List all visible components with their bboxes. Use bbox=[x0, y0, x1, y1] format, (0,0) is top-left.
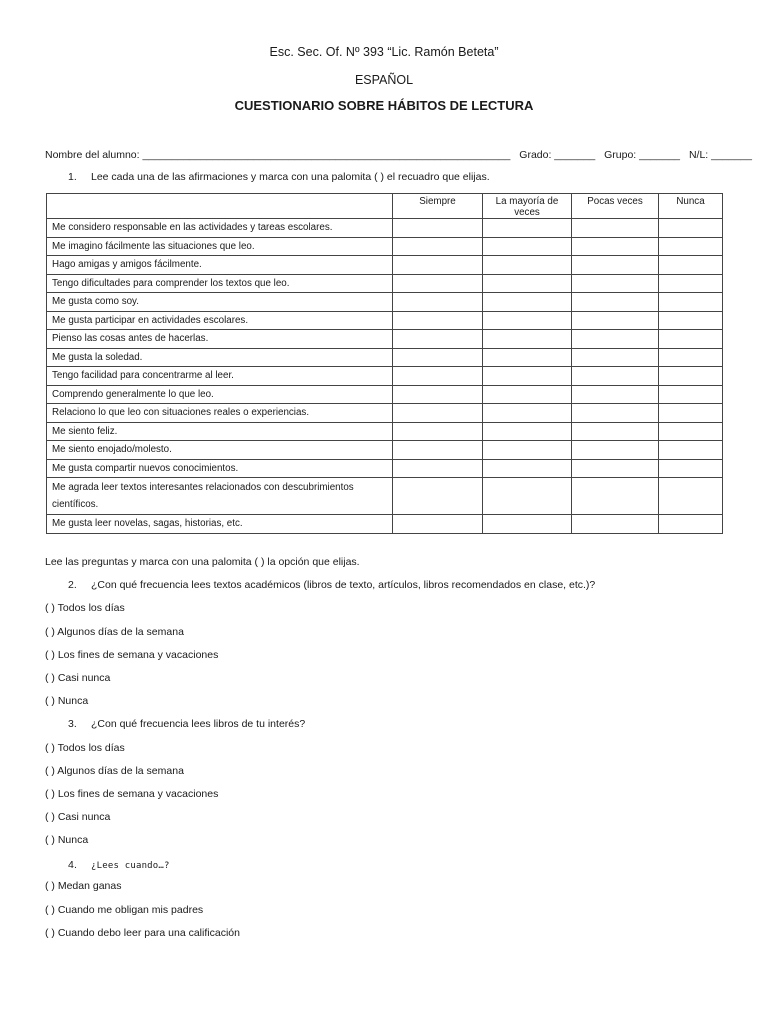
answer-cell-siempre[interactable] bbox=[393, 256, 483, 275]
answer-cell-siempre[interactable] bbox=[393, 237, 483, 256]
answer-cell-nunca[interactable] bbox=[659, 348, 723, 367]
answer-cell-siempre[interactable] bbox=[393, 348, 483, 367]
statement-cell: Tengo facilidad para concentrarme al leer. bbox=[47, 367, 393, 386]
column-header-mayoria: La mayoría de veces bbox=[483, 194, 572, 219]
section1-instruction bbox=[68, 171, 490, 183]
answer-cell-pocas[interactable] bbox=[572, 219, 659, 238]
answer-cell-pocas[interactable] bbox=[572, 367, 659, 386]
table-row bbox=[47, 311, 723, 330]
group-field[interactable]: Grupo: _______ bbox=[604, 149, 681, 161]
answer-cell-siempre[interactable] bbox=[393, 330, 483, 349]
table-row bbox=[47, 330, 723, 349]
answer-cell-pocas[interactable] bbox=[572, 441, 659, 460]
statement-cell: Me agrada leer textos interesantes relacionados con descubrimientos científicos. bbox=[47, 478, 393, 515]
answer-cell-mayoria[interactable] bbox=[483, 515, 572, 534]
answer-cell-mayoria[interactable] bbox=[483, 219, 572, 238]
column-header-nunca: Nunca bbox=[659, 194, 723, 219]
table-row bbox=[47, 348, 723, 367]
statement-cell: Comprendo generalmente lo que leo. bbox=[47, 385, 393, 404]
answer-cell-siempre[interactable] bbox=[393, 515, 483, 534]
option-checkbox[interactable]: ( ) Todos los días bbox=[45, 602, 125, 614]
answer-cell-pocas[interactable] bbox=[572, 478, 659, 515]
question-3 bbox=[68, 718, 305, 730]
statement-cell: Me considero responsable en las actividades y tareas escolares. bbox=[47, 219, 393, 238]
answer-cell-pocas[interactable] bbox=[572, 311, 659, 330]
statement-cell: Me imagino fácilmente las situaciones que leo. bbox=[47, 237, 393, 256]
answer-cell-nunca[interactable] bbox=[659, 478, 723, 515]
answer-cell-nunca[interactable] bbox=[659, 237, 723, 256]
answer-cell-siempre[interactable] bbox=[393, 367, 483, 386]
statement-cell: Me gusta la soledad. bbox=[47, 348, 393, 367]
statement-cell: Hago amigas y amigos fácilmente. bbox=[47, 256, 393, 275]
frequency-table bbox=[46, 193, 723, 534]
answer-cell-siempre[interactable] bbox=[393, 441, 483, 460]
answer-cell-mayoria[interactable] bbox=[483, 293, 572, 312]
table-row bbox=[47, 478, 723, 515]
answer-cell-nunca[interactable] bbox=[659, 367, 723, 386]
answer-cell-pocas[interactable] bbox=[572, 274, 659, 293]
answer-cell-siempre[interactable] bbox=[393, 385, 483, 404]
option-checkbox[interactable]: ( ) Algunos días de la semana bbox=[45, 626, 184, 638]
answer-cell-nunca[interactable] bbox=[659, 219, 723, 238]
answer-cell-nunca[interactable] bbox=[659, 404, 723, 423]
question-number: 2. bbox=[68, 579, 77, 591]
instruction-text: Lee cada una de las afirmaciones y marca con una palomita ( ) el recuadro que elijas. bbox=[91, 171, 490, 183]
answer-cell-siempre[interactable] bbox=[393, 478, 483, 515]
answer-cell-mayoria[interactable] bbox=[483, 274, 572, 293]
answer-cell-pocas[interactable] bbox=[572, 293, 659, 312]
answer-cell-mayoria[interactable] bbox=[483, 441, 572, 460]
option-checkbox[interactable]: ( ) Los fines de semana y vacaciones bbox=[45, 788, 219, 800]
answer-cell-mayoria[interactable] bbox=[483, 348, 572, 367]
answer-cell-mayoria[interactable] bbox=[483, 385, 572, 404]
statement-cell: Me gusta como soy. bbox=[47, 293, 393, 312]
question-text: ¿Lees cuando…? bbox=[91, 861, 170, 871]
answer-cell-pocas[interactable] bbox=[572, 385, 659, 404]
statement-cell: Me siento feliz. bbox=[47, 422, 393, 441]
answer-cell-nunca[interactable] bbox=[659, 459, 723, 478]
answer-cell-nunca[interactable] bbox=[659, 422, 723, 441]
answer-cell-mayoria[interactable] bbox=[483, 422, 572, 441]
answer-cell-siempre[interactable] bbox=[393, 404, 483, 423]
table-row bbox=[47, 274, 723, 293]
statement-cell: Me siento enojado/molesto. bbox=[47, 441, 393, 460]
table-row bbox=[47, 441, 723, 460]
table-row bbox=[47, 422, 723, 441]
option-checkbox[interactable]: ( ) Casi nunca bbox=[45, 672, 111, 684]
table-row bbox=[47, 293, 723, 312]
option-checkbox[interactable]: ( ) Nunca bbox=[45, 695, 89, 707]
option-checkbox[interactable]: ( ) Casi nunca bbox=[45, 811, 111, 823]
statement-cell: Me gusta leer novelas, sagas, historias, etc. bbox=[47, 515, 393, 534]
answer-cell-pocas[interactable] bbox=[572, 237, 659, 256]
column-header-pocas: Pocas veces bbox=[572, 194, 659, 219]
option-checkbox[interactable]: ( ) Todos los días bbox=[45, 742, 125, 754]
answer-cell-siempre[interactable] bbox=[393, 311, 483, 330]
answer-cell-mayoria[interactable] bbox=[483, 459, 572, 478]
question-number: 1. bbox=[68, 171, 77, 183]
section2-instruction: Lee las preguntas y marca con una palomita ( ) la opción que elijas. bbox=[45, 556, 360, 568]
question-number: 4. bbox=[68, 859, 78, 871]
student-info-line bbox=[45, 149, 758, 161]
table-row bbox=[47, 219, 723, 238]
answer-cell-nunca[interactable] bbox=[659, 293, 723, 312]
answer-cell-nunca[interactable] bbox=[659, 311, 723, 330]
list-number-field[interactable]: N/L: _______ bbox=[688, 149, 752, 161]
option-checkbox[interactable]: ( ) Los fines de semana y vacaciones bbox=[45, 649, 219, 661]
answer-cell-pocas[interactable] bbox=[572, 330, 659, 349]
option-checkbox[interactable]: ( ) Cuando debo leer para una calificación bbox=[45, 927, 240, 939]
school-name: Esc. Sec. Of. Nº 393 “Lic. Ramón Beteta” bbox=[269, 45, 499, 59]
answer-cell-pocas[interactable] bbox=[572, 348, 659, 367]
statement-cell: Me gusta compartir nuevos conocimientos. bbox=[47, 459, 393, 478]
answer-cell-nunca[interactable] bbox=[659, 385, 723, 404]
answer-cell-siempre[interactable] bbox=[393, 459, 483, 478]
table-row bbox=[47, 256, 723, 275]
answer-cell-nunca[interactable] bbox=[659, 256, 723, 275]
statement-cell: Me gusta participar en actividades escolares. bbox=[47, 311, 393, 330]
question-4 bbox=[68, 859, 170, 871]
statement-cell: Relaciono lo que leo con situaciones reales o experiencias. bbox=[47, 404, 393, 423]
answer-cell-nunca[interactable] bbox=[659, 330, 723, 349]
answer-cell-mayoria[interactable] bbox=[483, 237, 572, 256]
answer-cell-pocas[interactable] bbox=[572, 404, 659, 423]
question-text: ¿Con qué frecuencia lees textos académicos (libros de texto, artículos, libros recomendados en clase, etc.)? bbox=[91, 579, 596, 591]
statement-cell: Pienso las cosas antes de hacerlas. bbox=[47, 330, 393, 349]
table-row bbox=[47, 459, 723, 478]
answer-cell-mayoria[interactable] bbox=[483, 330, 572, 349]
option-checkbox[interactable]: ( ) Nunca bbox=[45, 834, 89, 846]
answer-cell-mayoria[interactable] bbox=[483, 478, 572, 515]
answer-cell-mayoria[interactable] bbox=[483, 311, 572, 330]
option-checkbox[interactable]: ( ) Algunos días de la semana bbox=[45, 765, 184, 777]
question-number: 3. bbox=[68, 718, 77, 730]
table-row bbox=[47, 237, 723, 256]
answer-cell-mayoria[interactable] bbox=[483, 256, 572, 275]
answer-cell-nunca[interactable] bbox=[659, 515, 723, 534]
student-name-field[interactable]: Nombre del alumno: _______________________________________________________________ bbox=[45, 149, 511, 161]
answer-cell-pocas[interactable] bbox=[572, 459, 659, 478]
answer-cell-pocas[interactable] bbox=[572, 515, 659, 534]
table-row bbox=[47, 385, 723, 404]
answer-cell-siempre[interactable] bbox=[393, 293, 483, 312]
answer-cell-pocas[interactable] bbox=[572, 422, 659, 441]
table-row bbox=[47, 404, 723, 423]
option-checkbox[interactable]: ( ) Cuando me obligan mis padres bbox=[45, 904, 204, 916]
option-checkbox[interactable]: ( ) Medan ganas bbox=[45, 880, 122, 892]
question-2 bbox=[68, 579, 595, 591]
answer-cell-mayoria[interactable] bbox=[483, 404, 572, 423]
subject-heading: ESPAÑOL bbox=[354, 73, 414, 87]
answer-cell-siempre[interactable] bbox=[393, 422, 483, 441]
answer-cell-siempre[interactable] bbox=[393, 274, 483, 293]
page-title: CUESTIONARIO SOBRE HÁBITOS DE LECTURA bbox=[234, 98, 534, 113]
table-row bbox=[47, 515, 723, 534]
answer-cell-siempre[interactable] bbox=[393, 219, 483, 238]
answer-cell-nunca[interactable] bbox=[659, 441, 723, 460]
statement-cell: Tengo dificultades para comprender los textos que leo. bbox=[47, 274, 393, 293]
answer-cell-mayoria[interactable] bbox=[483, 367, 572, 386]
answer-cell-nunca[interactable] bbox=[659, 274, 723, 293]
question-text: ¿Con qué frecuencia lees libros de tu interés? bbox=[91, 718, 306, 730]
table-row bbox=[47, 367, 723, 386]
column-header-siempre: Siempre bbox=[393, 194, 483, 219]
grade-field[interactable]: Grado: _______ bbox=[519, 149, 596, 161]
column-header-statement bbox=[47, 194, 393, 219]
answer-cell-pocas[interactable] bbox=[572, 256, 659, 275]
